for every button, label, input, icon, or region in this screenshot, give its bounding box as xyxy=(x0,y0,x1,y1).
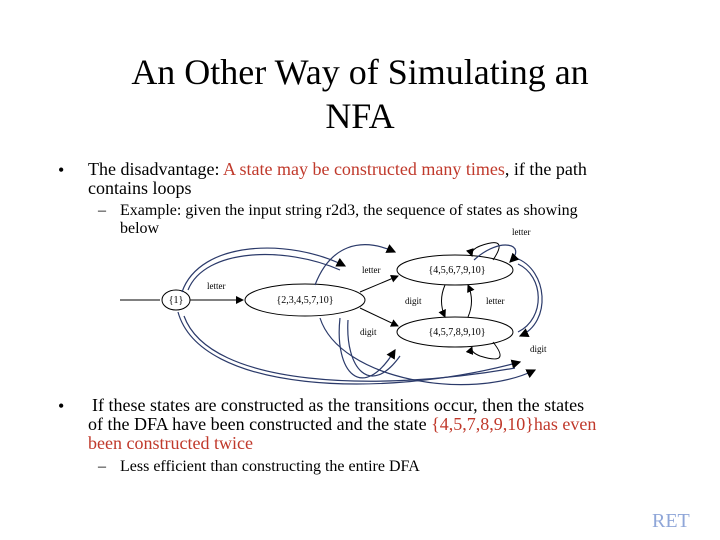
label-top-right-letter: letter xyxy=(512,227,531,237)
edge-2-3 xyxy=(360,276,398,292)
bullet-marker-2: • xyxy=(58,396,65,416)
label-left-letter: letter xyxy=(207,281,226,291)
ret-link[interactable]: RET xyxy=(652,510,690,532)
edge-2-4 xyxy=(360,308,398,326)
label-mid-digit: digit xyxy=(405,296,422,306)
sub-1-line-1: Example: given the input string r2d3, the sequence of states as showing xyxy=(120,202,578,219)
bullet-marker-1: • xyxy=(58,160,65,180)
bullet-1-line-2: contains loops xyxy=(88,178,192,198)
sub-1-line-2: below xyxy=(120,220,160,237)
bullet-2-line-2-highlight: {4,5,7,8,9,10}has even xyxy=(431,414,597,434)
label-mid-letter: letter xyxy=(362,265,381,275)
bullet-2-line-2-prefix: of the DFA have been constructed and the state xyxy=(88,414,432,434)
bullet-2-line-1: If these states are constructed as the transitions occur, then the states xyxy=(92,395,585,415)
sub-dash-1: – xyxy=(98,202,106,219)
bullet-1-suffix: , if the path xyxy=(504,159,587,179)
title-line-1: An Other Way of Simulating an xyxy=(131,52,589,92)
sub-2-text: Less efficient than constructing the entire DFA xyxy=(120,458,420,475)
label-lower-digit: digit xyxy=(360,327,377,337)
state-3-label: {4,5,6,7,9,10} xyxy=(428,265,486,276)
label-right-letter: letter xyxy=(486,296,505,306)
bullet-2-line-3: been constructed twice xyxy=(88,433,253,453)
state-1-label: {1} xyxy=(168,295,184,306)
bullet-1-highlight: A state may be constructed many times xyxy=(222,159,505,179)
state-4-label: {4,5,7,8,9,10} xyxy=(428,327,486,338)
trace-arrows xyxy=(178,245,542,385)
label-bottom-digit: digit xyxy=(530,344,547,354)
sub-dash-2: – xyxy=(98,458,106,475)
bullet-2-text xyxy=(88,396,688,453)
title-line-2: NFA xyxy=(325,96,395,136)
state-2-label: {2,3,4,5,7,10} xyxy=(276,295,334,306)
bullet-1-prefix: The disadvantage: xyxy=(88,159,223,179)
edge-4-3 xyxy=(468,285,472,317)
edge-3-4 xyxy=(442,285,446,317)
